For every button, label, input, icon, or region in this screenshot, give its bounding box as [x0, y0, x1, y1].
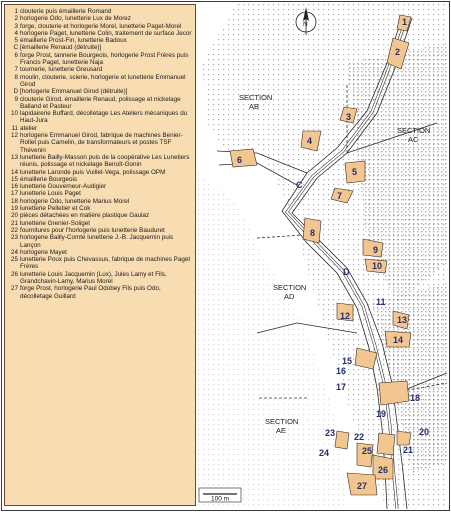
marker-23: 23 — [325, 428, 336, 438]
legend-item — [9, 125, 193, 132]
marker-c: C — [296, 180, 303, 190]
legend-item-number: 5 — [14, 37, 18, 45]
section-ae-label-line1: SECTION — [265, 417, 299, 426]
legend-item-number: 11 — [11, 124, 18, 132]
marker-14: 14 — [393, 335, 404, 345]
legend-item-text: fournitures pour l'horlogerie puis lunetterie Bauduret — [20, 226, 165, 234]
legend-item — [9, 198, 193, 205]
legend-item — [9, 37, 193, 44]
legend-item — [9, 8, 193, 15]
legend-item-number: 27 — [10, 285, 18, 293]
legend-item — [9, 66, 193, 73]
scale-label: 100 m — [211, 495, 230, 503]
marker-16: 16 — [336, 366, 347, 376]
legend-item-text: émaillerie Bourgeois — [20, 175, 78, 183]
legend-item-number: 8 — [14, 73, 18, 81]
legend-item — [9, 212, 193, 219]
legend-item — [9, 205, 193, 212]
legend-item-text: lunetterie Louis Paget — [20, 190, 81, 198]
legend-item — [9, 88, 193, 95]
legend-item-number: 14 — [10, 168, 18, 176]
legend-item-text: lapidairerie Buffard, décolletage Les Ateliers mécaniques du Haut-Jura — [20, 110, 188, 125]
legend-item-text: moulin, clouterie, scierie, horlogerie et lunetterie Emmanuel Girod — [20, 73, 186, 88]
legend-item — [9, 183, 193, 190]
legend-item-text: lunetterie Pelletier et Cok — [20, 205, 91, 213]
legend-item-number: 4 — [14, 29, 18, 37]
legend-item-text: pièces détachées en matière plastique Gaulaz — [20, 212, 150, 220]
legend-item-number: 6 — [14, 51, 18, 59]
section-ab-label-line1: SECTION — [239, 93, 273, 102]
marker-24: 24 — [319, 448, 330, 458]
legend-item-number: 13 — [10, 153, 18, 161]
legend-item-number: 20 — [10, 212, 18, 220]
legend-item — [9, 220, 193, 227]
legend-item-text: lunetterie Laronde puis Vuillet-Vega, polissage OPM — [20, 168, 166, 176]
legend-item-number: C — [13, 44, 18, 52]
legend-item — [9, 190, 193, 197]
marker-3: 3 — [346, 112, 352, 122]
marker-4: 4 — [307, 136, 313, 146]
marker-8: 8 — [310, 228, 316, 238]
legend-item — [9, 249, 193, 256]
legend-item — [9, 285, 193, 300]
legend-item-text: clouterie puis émaillerie Romand — [20, 8, 112, 15]
legend-item-text: horlogerie Odo, lunetterie Marius Morel — [20, 197, 130, 205]
legend-item-text: horlogerie Mayet — [20, 248, 67, 256]
legend-item-number: D — [13, 88, 18, 96]
legend-item-text: horlogerie Odo, lunetterie Lux de Morez — [20, 15, 131, 23]
section-ae-label-line2: AE — [276, 426, 287, 435]
legend-item-number: 18 — [10, 197, 18, 205]
marker-6: 6 — [237, 155, 243, 165]
legend-item-text: lunetterie Grenier-Soliget — [20, 219, 91, 227]
section-ad-label-line1: SECTION — [273, 283, 307, 292]
legend-item-text: lunetterie Louis Jacquemin (Lux), Jules Lamy et Fils, Grandchavin-Lamy, Marius Morel — [20, 270, 167, 285]
marker-21: 21 — [403, 445, 414, 455]
legend-item — [9, 176, 193, 183]
legend-item-text: émaillerie Prost-Fin, lunetterie Badoux — [20, 37, 127, 45]
marker-5: 5 — [352, 167, 358, 177]
legend-item-number: 19 — [10, 205, 18, 213]
legend-item — [9, 110, 193, 125]
legend-item — [9, 154, 193, 169]
legend-item-number: 23 — [10, 234, 18, 242]
legend-item — [9, 96, 193, 111]
marker-2: 2 — [395, 47, 401, 57]
legend-item-text: horlogerie Bailly-Comte lunetterie J.-B. Jacquemin puis Lançon — [20, 234, 174, 249]
section-ac-label-line1: SECTION — [397, 126, 431, 135]
marker-17: 17 — [336, 382, 347, 392]
marker-1: 1 — [402, 17, 408, 27]
legend-item-text: forge, clouterie et horlogerie Morel, lunetterie Paget-Morel — [20, 22, 182, 30]
marker-19: 19 — [376, 409, 387, 419]
legend-item-number: 17 — [10, 190, 18, 198]
marker-13: 13 — [397, 315, 408, 325]
legend-item-text: tournerie, lunetterie Greusard — [20, 66, 103, 74]
legend-item-text: clouterie Girod, émaillerie Renaud, polissage et nickelage Balland et Pasteur — [20, 95, 181, 110]
legend-item-number: 7 — [14, 66, 18, 74]
legend-item-number: 26 — [10, 270, 18, 278]
legend-item-number: 21 — [10, 219, 18, 227]
marker-22: 22 — [354, 432, 365, 442]
legend-item-number: 16 — [10, 183, 18, 191]
marker-d: D — [343, 267, 350, 277]
legend-item-number: 3 — [14, 22, 18, 30]
marker-27: 27 — [357, 481, 368, 491]
legend-item-number: 10 — [10, 110, 18, 118]
legend-item-number: 15 — [10, 175, 18, 183]
legend-item-text: lunetterie Gouverneur-Audigier — [20, 183, 107, 191]
legend-item-text: lunetterie Poux puis Chevassus, fabrique de machines Paget Frères — [20, 256, 191, 271]
legend-item-text: lunetterie Bailly-Masson puis de la coopérative Les Lunetiers réunis, polissage et nickelage Benoît-Gonin — [20, 153, 190, 169]
legend-item — [9, 30, 193, 37]
legend-item-number: 12 — [10, 132, 18, 140]
legend-item-text: atelier — [20, 124, 38, 132]
marker-11: 11 — [376, 297, 386, 307]
legend-item-text: forge Prost, tannerie Bourgeois, horlogerie Prost Frères puis Francis Paget, lunetterie Naja — [20, 51, 189, 67]
legend-item-text: horlogerie Emmanuel Girod, fabrique de machines Benier-Rollet puis Camelin, de transformateurs et postes TSF Thévenin — [20, 132, 183, 154]
legend-item — [9, 132, 193, 154]
legend-item — [9, 234, 193, 249]
legend-item-number: 2 — [14, 15, 18, 23]
legend-item — [9, 23, 193, 30]
legend-item — [9, 169, 193, 176]
legend-item-number: 22 — [10, 226, 18, 234]
section-ac-label-line2: AC — [408, 135, 419, 144]
legend-item-text: [émaillerie Renaud (détruite)] — [20, 44, 102, 52]
north-letter: N — [303, 21, 308, 28]
legend-item-number: 1 — [14, 8, 18, 15]
marker-9: 9 — [373, 245, 379, 255]
legend-item — [9, 15, 193, 22]
legend-item — [9, 227, 193, 234]
map-area — [197, 3, 448, 509]
marker-7: 7 — [337, 191, 343, 201]
marker-20: 20 — [419, 427, 430, 437]
section-ab-label-line2: AB — [249, 102, 260, 111]
legend-item — [9, 52, 193, 67]
marker-10: 10 — [372, 261, 383, 271]
legend-item — [9, 256, 193, 271]
legend-item-number: 24 — [10, 248, 18, 256]
legend-item — [9, 44, 193, 51]
legend-item-text: horlogerie Paget, lunetterie Colin, traitement de surface Jecor — [20, 29, 192, 37]
legend-item-text: [horlogerie Emmanuel Girod (détruite)] — [20, 88, 128, 96]
marker-18: 18 — [410, 393, 421, 403]
legend-item — [9, 74, 193, 89]
marker-26: 26 — [378, 465, 389, 475]
legend-item-number: 25 — [10, 256, 18, 264]
marker-15: 15 — [342, 356, 353, 366]
marker-25: 25 — [362, 446, 373, 456]
legend-item-number: 9 — [14, 95, 18, 103]
scale-bar — [199, 488, 241, 503]
legend-panel — [4, 4, 196, 506]
marker-12: 12 — [340, 311, 351, 321]
section-ad-label-line2: AD — [284, 292, 295, 301]
legend-item — [9, 271, 193, 286]
legend-item-text: forge Prost, horlogerie Paul Odobey Fils puis Odo, décolletage Guillard — [20, 285, 161, 300]
